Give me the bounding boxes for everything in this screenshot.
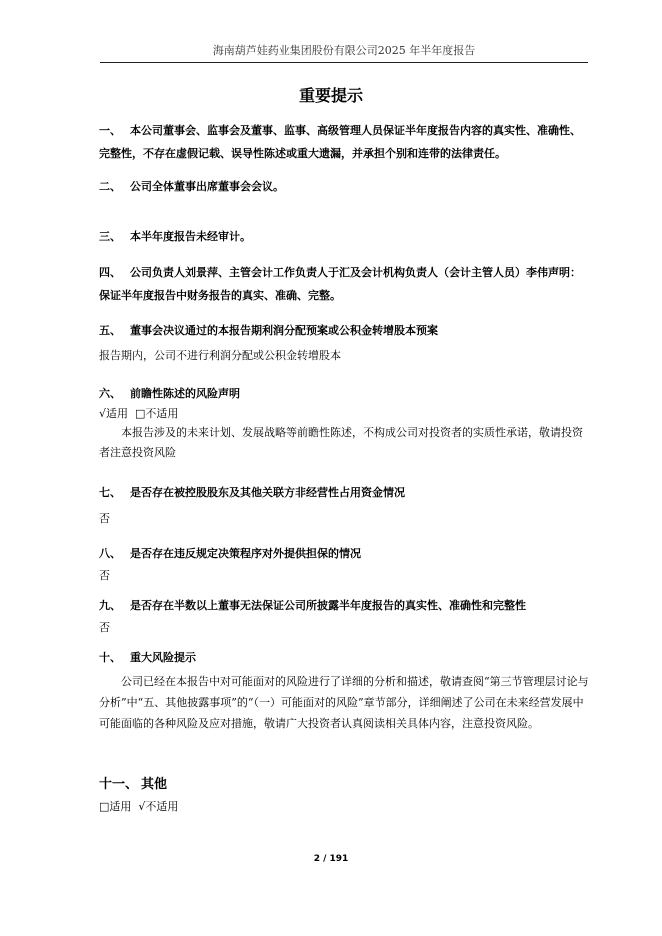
checkbox-applicable: □适用: [99, 800, 132, 813]
section-number: 二、: [99, 180, 121, 193]
section-body: 否: [99, 512, 110, 525]
section-text: 本半年度报告未经审计。: [130, 230, 251, 243]
section-body: 公司已经在本报告中对可能面对的风险进行了详细的分析和描述，敬请查阅“第三节管理层讨论与分析”中“五、其他披露事项”的“（一）可能面对的风险”章节部分，详细阐述了公司在未来经营发展中可能面临的各种风险及应对措施，敬请广大投资者认真阅读相关具体内容，注意投资风险。: [99, 675, 589, 730]
section-number: 四、: [99, 266, 121, 279]
section-6: [99, 383, 591, 463]
checkbox-not-applicable: □不适用: [135, 407, 179, 420]
section-text: 本公司董事会、监事会及董事、监事、高级管理人员保证半年度报告内容的真实性、准确性、完整性，不存在虚假记载、误导性陈述或重大遗漏，并承担个别和连带的法律责任。: [99, 124, 581, 160]
section-9: [99, 595, 591, 639]
section-body: 报告期内，公司不进行利润分配或公积金转增股本: [99, 349, 341, 362]
section-5: [99, 320, 591, 367]
section-text: 公司全体董事出席董事会会议。: [130, 180, 284, 193]
section-text: 是否存在违反规定决策程序对外提供担保的情况: [130, 547, 361, 560]
section-number: 九、: [99, 599, 121, 612]
running-header: 海南葫芦娃药业集团股份有限公司2025 年半年度报告: [212, 44, 476, 57]
section-body: 本报告涉及的未来计划、发展战略等前瞻性陈述，不构成公司对投资者的实质性承诺，敬请投资者注意投资风险: [99, 426, 583, 459]
checkbox-applicable-checked: √适用: [99, 407, 129, 420]
header-divider: [100, 62, 588, 63]
section-number: 十、: [99, 651, 121, 664]
section-text: 是否存在半数以上董事无法保证公司所披露半年度报告的真实性、准确性和完整性: [130, 599, 526, 612]
section-number: 五、: [99, 324, 121, 337]
section-3: [99, 226, 591, 248]
section-7: [99, 482, 591, 530]
section-number: 八、: [99, 547, 121, 560]
section-number: 十一、: [99, 777, 139, 792]
section-text: 其他: [141, 777, 168, 792]
section-8: [99, 543, 591, 587]
section-body: 否: [99, 621, 110, 634]
section-1: [99, 119, 591, 165]
checkbox-not-applicable-checked: √不适用: [138, 800, 179, 813]
section-number: 三、: [99, 230, 121, 243]
section-body: 否: [99, 569, 110, 582]
section-number: 六、: [99, 387, 121, 400]
applicability-checkboxes: [99, 405, 591, 423]
section-text: 董事会决议通过的本报告期利润分配预案或公积金转增股本预案: [130, 324, 438, 337]
section-number: 一、: [99, 124, 121, 137]
page-title: 重要提示: [298, 86, 363, 105]
section-11: [99, 774, 591, 816]
section-10: [99, 647, 591, 734]
section-text: 公司负责人刘景萍、主管会计工作负责人于汇及会计机构负责人（会计主管人员）李伟声明：保证半年度报告中财务报告的真实、准确、完整。: [99, 266, 581, 302]
page-number: 2 / 191: [313, 854, 349, 864]
section-number: 七、: [99, 486, 121, 499]
section-4: [99, 261, 591, 307]
section-text: 是否存在被控股股东及其他关联方非经营性占用资金情况: [130, 486, 405, 499]
applicability-checkboxes: [99, 798, 591, 816]
section-text: 前瞻性陈述的风险声明: [130, 387, 240, 400]
section-2: [99, 176, 591, 198]
section-text: 重大风险提示: [130, 651, 196, 664]
